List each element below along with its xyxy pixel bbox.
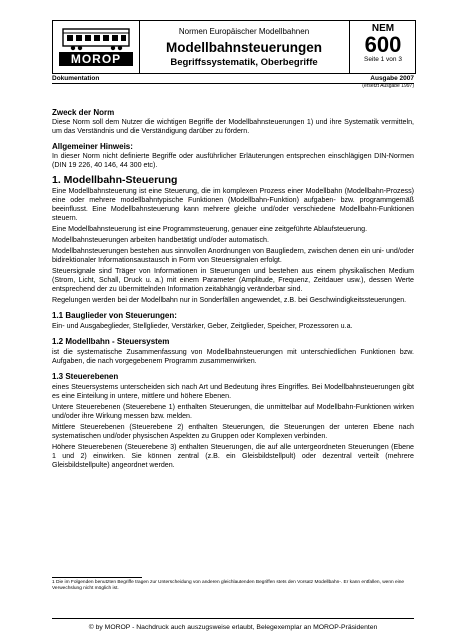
header-box [52,20,416,74]
section-heading: 1. Modellbahn-Steuerung [52,174,178,186]
section-heading: 1.3 Steuerebenen [52,372,119,381]
footer-divider [52,618,414,619]
morop-logo [53,21,140,73]
paragraph: ist die systematische Zusammenfassung von Modellbahnsteuerungen mit unterschiedlichen Funktionen bzw. Aufgaben, die nach vorgegebenem Programm zusammenwirken. [52,348,414,365]
header-title-block [140,21,348,73]
header-divider [52,83,414,84]
paragraph: Ein- und Ausgabeglieder, Stellglieder, Verstärker, Geber, Zeitglieder, Speicher, Prozessoren u.a. [52,322,353,330]
series-title: Normen Europäischer Modellbahnen [178,27,310,36]
zweck-text: Diese Norm soll dem Nutzer die wichtigen Begriffe der Modellbahnsteuerungen 1) und ihre Systematik vermitteln, um das Verständnis und die Verständigung darüber zu fördern. [52,118,414,135]
paragraph: Eine Modellbahnsteuerung ist eine Steuerung, die im komplexen Prozess einer Modellbahn (Modellbahn-Prozess) eine oder mehrere modellbahntypische Funktionen (Modellbahn-Funktion) aufgaben- bzw. programmgemäß beeinflusst. Eine Modellbahnsteuerung kann mehrere gleiche und/oder verschiedene Modellbahn-Funktionen steuern. [52,187,414,222]
edition: Ausgabe 2007 [370,75,414,82]
footnote: 1 Die im Folgenden benutzten Begriffe tragen zur Unterscheidung von anderen gleichlautenden Begriffen stets den Vorsatz Modellbahn-. Er kann entfallen, wenn eine Verwechslung nicht möglich ist. [52,580,405,591]
nem-block [349,21,416,73]
paragraph: eines Steuersystems unterscheiden sich nach Art und Bedeutung ihres Eingriffes. Bei Modellbahnsteuerungen gibt es eine Einteilung in untere, mittlere und höhere Ebenen. [52,383,414,400]
paragraph: Steuersignale sind Träger von Informationen in Steuerungen und bestehen aus einem physikalischen Medium (Strom, Licht, Schall, Druck u. a.) mit einem Parameter (Amplitude, Frequenz, Zeitdauer usw.), dessen Werte entsprechend der zu übermittelnden Information zeitabhängig veränderbar sind. [52,267,414,293]
section-heading: Zweck der Norm [52,108,115,117]
document-category: Dokumentation [52,75,100,82]
section-heading: 1.2 Modellbahn - Steuersystem [52,337,170,346]
page-info: Seite 1 von 3 [364,56,402,63]
section-heading: 1.1 Bauglieder von Steuerungen: [52,311,177,320]
nem-label: NEM [371,23,395,34]
paragraph: Höhere Steuerebenen (Steuerebene 3) enthalten Steuerungen, die auf alle untergeordneten Steuerungen (Ebene 1 und 2) einwirken. Sie können zentral (z.B. ein Gleisbildstellpult) oder dezentral verteilt (mehrere Gleisbildstellpulte) angeordnet werden. [52,443,414,469]
paragraph: Untere Steuerebenen (Steuerebene 1) enthalten Steuerungen, die unmittelbar auf Modellbahn-Funktionen wirken und/oder ihre Wirkung messen bzw. melden. [52,403,414,420]
footnote-divider [52,577,142,578]
paragraph: In dieser Norm nicht definierte Begriffe oder ausführlicher Erläuterungen entsprechen einschlägigen DIN-Normen (DIN 19 226, 40 146, 44 300 etc). [52,152,414,169]
nem-number: 600 [364,32,402,57]
paragraph: Eine Modellbahnsteuerung ist eine Programmsteuerung, genauer eine zeitgeführte Ablaufsteuerung. [52,225,368,233]
paragraph [52,118,414,136]
svg-text:MOROP: MOROP [70,52,122,66]
paragraph: Mittlere Steuerebenen (Steuerebene 2) enthalten Steuerungen, die Steuerungen der unteren Ebene nach systematischen und/oder physischen Aspekten zu Gruppen oder Komplexen verbinden. [52,423,414,440]
document-subtitle: Begriffssystematik, Oberbegriffe [170,57,318,68]
paragraph: Regelungen werden bei der Modellbahn nur in Sonderfällen angewendet, z.B. bei Geschwindigkeitssteuerungen. [52,296,407,304]
replaces-edition: (ersetzt Ausgabe 1997) [362,83,414,89]
section-heading: Allgemeiner Hinweis: [52,142,133,151]
document-title: Modellbahnsteuerungen [165,40,322,55]
paragraph: Modellbahnsteuerungen arbeiten handbetätigt und/oder automatisch. [52,236,269,244]
paragraph: Modellbahnsteuerungen bestehen aus sinnvollen Anordnungen von Baugliedern, zwischen denen ein uni- und/oder bidirektionaler Informationsaustausch in Form von Steuersignalen erfolgt. [52,247,414,264]
document-body [52,108,414,472]
copyright-footer: © by MOROP - Nachdruck auch auszugsweise erlaubt, Belegexemplar an MOROP-Präsidenten [88,624,378,631]
